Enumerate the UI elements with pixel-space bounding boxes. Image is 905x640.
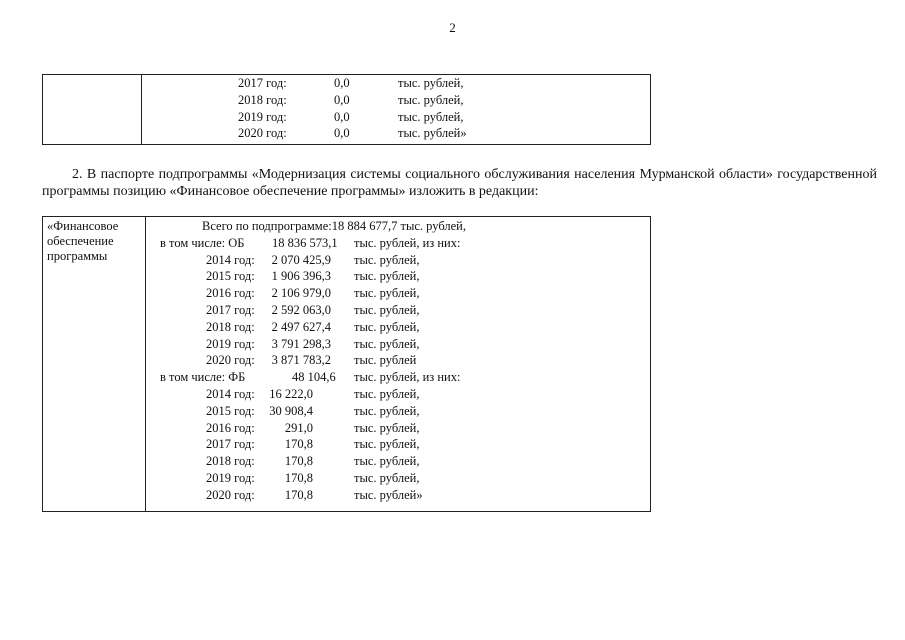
ob-header-row bbox=[146, 236, 650, 253]
funding-values-cell bbox=[146, 217, 651, 512]
total-row bbox=[146, 219, 650, 236]
unit-label: тыс. рублей, bbox=[354, 302, 420, 317]
unit-label: тыс. рублей, bbox=[354, 437, 420, 452]
amount-value: 2 106 979,0 bbox=[271, 286, 331, 301]
amount-value: 16 222,0 bbox=[269, 386, 313, 401]
ob-unit: тыс. рублей, из них: bbox=[354, 235, 461, 250]
unit-label: тыс. рублей, bbox=[354, 420, 420, 435]
amount-value: 1 906 396,3 bbox=[271, 269, 331, 284]
amount-value: 291,0 bbox=[284, 420, 313, 435]
table-row bbox=[146, 488, 650, 505]
unit-label: тыс. рублей, bbox=[398, 109, 464, 124]
table-row bbox=[146, 269, 650, 286]
table-row bbox=[142, 126, 650, 143]
unit-label: тыс. рублей, bbox=[354, 269, 420, 284]
table-row bbox=[146, 253, 650, 270]
amount-value: 170,8 bbox=[284, 487, 313, 502]
amendment-paragraph bbox=[42, 166, 877, 200]
unit-label: тыс. рублей, bbox=[354, 336, 420, 351]
year-label: 2015 год: bbox=[206, 269, 255, 284]
unit-label: тыс. рублей, bbox=[354, 286, 420, 301]
year-label: 2017 год: bbox=[206, 302, 255, 317]
amount-value: 0,0 bbox=[334, 109, 350, 124]
year-label: 2020 год: bbox=[206, 353, 255, 368]
table-row bbox=[146, 387, 650, 404]
year-label: 2018 год: bbox=[238, 92, 287, 107]
amount-value: 3 871 783,2 bbox=[271, 353, 331, 368]
table-row bbox=[146, 404, 650, 421]
year-label: 2014 год: bbox=[206, 252, 255, 267]
year-label: 2019 год: bbox=[206, 470, 255, 485]
amount-value: 2 497 627,4 bbox=[271, 319, 331, 334]
table-row bbox=[142, 76, 650, 93]
year-label: 2017 год: bbox=[206, 437, 255, 452]
amount-value: 0,0 bbox=[334, 92, 350, 107]
table-row bbox=[146, 471, 650, 488]
year-label: 2018 год: bbox=[206, 454, 255, 469]
values-cell bbox=[142, 75, 651, 145]
unit-label: тыс. рублей» bbox=[354, 487, 423, 502]
year-label: 2017 год: bbox=[238, 76, 287, 90]
amount-value: 0,0 bbox=[334, 76, 350, 90]
year-label: 2019 год: bbox=[238, 109, 287, 124]
year-label: 2020 год: bbox=[206, 487, 255, 502]
unit-label: тыс. рублей, bbox=[398, 92, 464, 107]
table-row bbox=[146, 303, 650, 320]
year-label: 2016 год: bbox=[206, 420, 255, 435]
unit-label: тыс. рублей, bbox=[354, 252, 420, 267]
unit-label: тыс. рублей bbox=[354, 353, 417, 368]
table-row bbox=[146, 437, 650, 454]
ob-amount: 18 836 573,1 bbox=[272, 235, 338, 250]
table-row bbox=[146, 286, 650, 303]
unit-label: тыс. рублей» bbox=[398, 126, 467, 141]
amount-value: 170,8 bbox=[284, 470, 313, 485]
amount-value: 30 908,4 bbox=[269, 403, 313, 418]
paragraph-text: 2. В паспорте подпрограммы «Модернизация системы социального обслуживания населения Мурманской области» государственной программы позицию «Финансовое обеспечение программы» изложить в редакции: bbox=[42, 167, 877, 199]
total-text: Всего по подпрограмме:18 884 677,7 тыс. рублей, bbox=[202, 219, 466, 233]
unit-label: тыс. рублей, bbox=[398, 76, 464, 90]
amount-value: 2 070 425,9 bbox=[271, 252, 331, 267]
funding-table-continued bbox=[42, 74, 651, 145]
table-row bbox=[146, 454, 650, 471]
amount-value: 2 592 063,0 bbox=[271, 302, 331, 317]
year-label: 2020 год: bbox=[238, 126, 287, 141]
amount-value: 3 791 298,3 bbox=[271, 336, 331, 351]
year-label: 2018 год: bbox=[206, 319, 255, 334]
unit-label: тыс. рублей, bbox=[354, 454, 420, 469]
unit-label: тыс. рублей, bbox=[354, 470, 420, 485]
unit-label: тыс. рублей, bbox=[354, 319, 420, 334]
year-label: 2015 год: bbox=[206, 403, 255, 418]
table-row bbox=[146, 353, 650, 370]
year-label: 2014 год: bbox=[206, 386, 255, 401]
page-number: 2 bbox=[449, 20, 456, 35]
table-row bbox=[142, 110, 650, 127]
funding-label-cell bbox=[43, 217, 146, 512]
table-row bbox=[146, 320, 650, 337]
funding-table bbox=[42, 216, 651, 512]
unit-label: тыс. рублей, bbox=[354, 403, 420, 418]
fb-label: в том числе: ФБ bbox=[160, 370, 246, 385]
amount-value: 170,8 bbox=[284, 454, 313, 469]
label-cell-empty bbox=[43, 75, 142, 145]
fb-header-row bbox=[146, 370, 650, 387]
funding-label: «Финансовое обеспечение программы bbox=[47, 219, 119, 263]
table-row bbox=[142, 93, 650, 110]
table-row bbox=[146, 421, 650, 438]
unit-label: тыс. рублей, bbox=[354, 386, 420, 401]
amount-value: 0,0 bbox=[334, 126, 350, 141]
year-label: 2016 год: bbox=[206, 286, 255, 301]
fb-amount: 48 104,6 bbox=[292, 370, 336, 385]
table-row bbox=[146, 337, 650, 354]
year-label: 2019 год: bbox=[206, 336, 255, 351]
ob-label: в том числе: ОБ bbox=[160, 235, 245, 250]
amount-value: 170,8 bbox=[284, 437, 313, 452]
fb-unit: тыс. рублей, из них: bbox=[354, 370, 461, 385]
